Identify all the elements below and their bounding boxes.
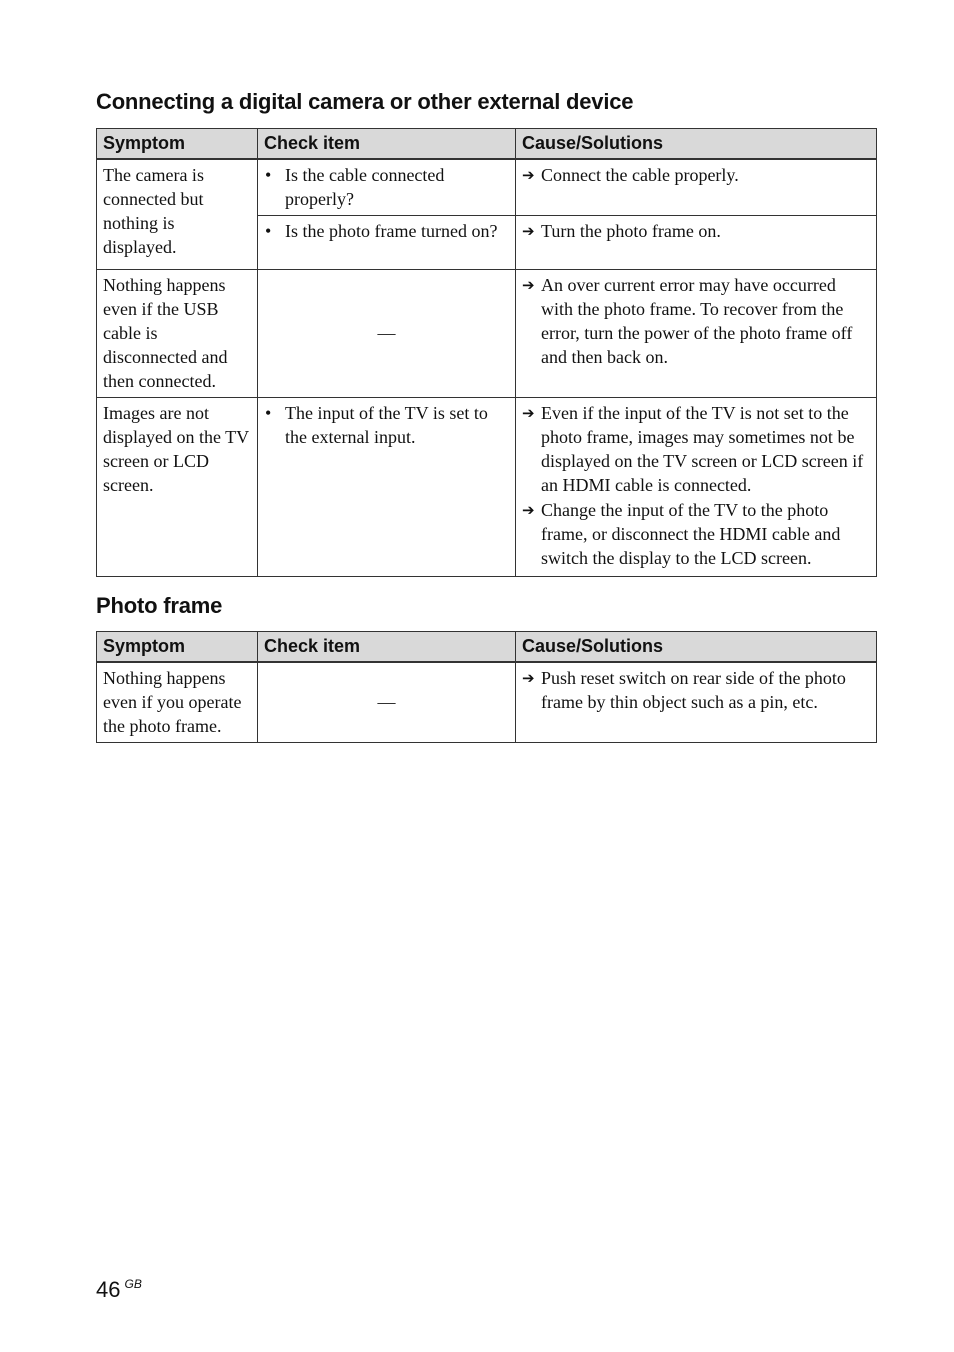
- header-symptom: Symptom: [97, 632, 258, 663]
- symptom-cell: Nothing happens even if the USB cable is disconnected and then connected.: [97, 270, 258, 398]
- table-header-row: [97, 632, 877, 663]
- header-symptom: Symptom: [97, 129, 258, 160]
- arrow-right-icon: ➔: [522, 404, 535, 422]
- solution-text: Connect the cable properly.: [541, 165, 739, 185]
- check-item-text: The input of the TV is set to the external input.: [285, 403, 488, 447]
- section-heading-external-device: Connecting a digital camera or other external device: [96, 89, 634, 114]
- bullet-icon: •: [265, 221, 272, 241]
- table-row: [97, 159, 877, 216]
- solution-cell: [516, 270, 877, 398]
- check-item-cell: [258, 398, 516, 577]
- solution-text: Push reset switch on rear side of the photo frame by thin object such as a pin, etc.: [541, 668, 846, 712]
- bullet-icon: •: [265, 403, 272, 423]
- arrow-right-icon: ➔: [522, 501, 535, 519]
- solution-text: Turn the photo frame on.: [541, 221, 721, 241]
- table-row: [97, 398, 877, 577]
- header-check-item: Check item: [258, 632, 516, 663]
- table-row: [97, 662, 877, 743]
- page-footer: [96, 1277, 142, 1303]
- solution-text: An over current error may have occurred with the photo frame. To recover from the error, turn the power of the photo frame off and then back on.: [541, 275, 853, 367]
- arrow-right-icon: ➔: [522, 669, 535, 687]
- table-row: [97, 270, 877, 398]
- header-cause-solutions: Cause/Solutions: [516, 632, 877, 663]
- region-code: GB: [124, 1277, 142, 1291]
- check-item-cell-empty: —: [258, 270, 516, 398]
- solution-cell: [516, 398, 877, 577]
- check-item-cell-empty: —: [258, 662, 516, 743]
- solution-text: Even if the input of the TV is not set to the photo frame, images may sometimes not be displayed on the TV screen or LCD screen if an HDMI cable is connected.: [541, 403, 864, 495]
- arrow-right-icon: ➔: [522, 222, 535, 240]
- solution-cell: [516, 159, 877, 216]
- arrow-right-icon: ➔: [522, 166, 535, 184]
- troubleshooting-table-external-device: [96, 128, 877, 577]
- table-header-row: [97, 129, 877, 160]
- check-item-text: Is the photo frame turned on?: [285, 221, 498, 241]
- page-number: 46: [96, 1277, 121, 1302]
- troubleshooting-table-photo-frame: [96, 631, 877, 743]
- symptom-cell: Nothing happens even if you operate the photo frame.: [97, 662, 258, 743]
- header-check-item: Check item: [258, 129, 516, 160]
- solution-cell: [516, 216, 877, 270]
- solution-cell: [516, 662, 877, 743]
- symptom-cell: The camera is connected but nothing is displayed.: [97, 159, 258, 270]
- check-item-cell: [258, 216, 516, 270]
- header-cause-solutions: Cause/Solutions: [516, 129, 877, 160]
- check-item-text: Is the cable connected properly?: [285, 165, 445, 209]
- check-item-cell: [258, 159, 516, 216]
- bullet-icon: •: [265, 165, 272, 185]
- solution-text: Change the input of the TV to the photo frame, or disconnect the HDMI cable and switch the display to the LCD screen.: [541, 500, 841, 568]
- section-heading-photo-frame: Photo frame: [96, 593, 223, 618]
- symptom-cell: Images are not displayed on the TV screen or LCD screen.: [97, 398, 258, 577]
- arrow-right-icon: ➔: [522, 276, 535, 294]
